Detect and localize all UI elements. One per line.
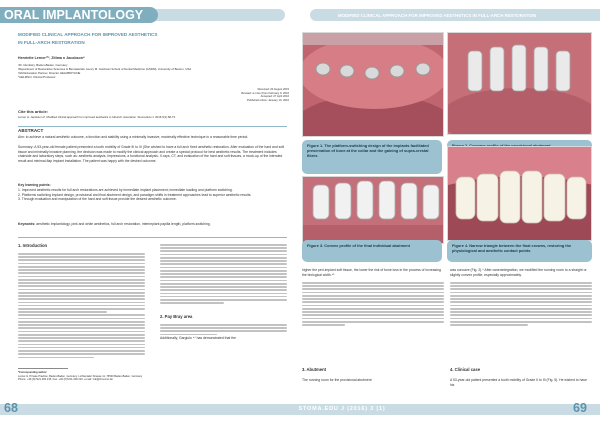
intro-body-lines [18,253,145,358]
clinical-case-first-lines: A 53-year-old patient presented a tooth mobility of Grade II to III (Fig. 5). He wished to have his [450,378,588,387]
section-heading-introduction: 1. Introduction [18,243,48,248]
correspondence-rule [18,368,68,369]
abstract-summary: Summary: A 53-year-old female patient presented a tooth mobility of Grade III to III (She wished to have a full arch fixed aesthetic restoration. After evaluation of the hard and soft tissue and minimally invasive planning, the decision was made to modify the clinical approach and create a special protocol for best aesthetic results. The treatment includes chairside and laboratory steps, such as: aesthetic analysis, impressions, a functional analysis, X-rays, CT, and evaluation of the hard and soft tissues, a mock-up of the intended result and minimal-flap implant installation. The patient was happy with the desired outcome. [18,145,285,163]
key-points-heading: Key learning points: [18,183,51,187]
figure-1-photo [302,32,444,137]
footer-journal-citation: STOMA.EDU J (2016) 3 (1) [298,406,386,412]
col4-body-lines [450,282,592,326]
cite-text: Lerner H, Jacobson Z. Modified clinical approach for improved aesthetics in full-arch restoration. Stoma Edu J. 2016;3(1):68-74. [18,115,176,119]
section-heading-clinical-case: 4. Clinical case [450,367,481,372]
section-heading-abutment: 3. Abutment [302,367,327,372]
affiliation-list: ¹Dr. Dentistry, Baden-Baden, Germany ²Department of Restorative Sciences & Biomaterials, Henry M. Goldman School of Dental Medicine (GSDM), University of Boston, USA ³GM Education Partner, Director HELMBOTLINE ⁴HELMSO, Clinical Professor [18,63,192,80]
right-running-title: MODIFIED CLINICAL APPROACH FOR IMPROVED AESTHETICS IN FULL-ARCH RESTORATION [338,13,537,18]
left-page-number: 68 [4,401,18,415]
abstract-rule [18,126,287,127]
col2-last-line: Additionally, Gargiulo ⁴⁴ has demonstrated that the [160,336,236,340]
abstract-bottom-rule [18,237,287,238]
figure-4-photo [447,146,592,241]
col3-body-lines [302,282,444,326]
figure-3-caption: Figure 3. Convex profile of the final individual abutment [302,240,442,262]
key-points-list: 1. Improved aesthetic results for full arch restorations are achieved by immediate implant placement; immediate loading and platform switching. 2. Platforms switching implant design, provisional and final abutment design, and paradigm shifts in treatment approaches lead to superior aesthetic results. 3. Through evaluation and manipulation of the hard and soft tissue provide the desired aesthetic outcome. [18,188,252,201]
figure-2-photo [447,32,592,135]
section-heading-pay-bray: 2. Pay Bray area [160,314,193,319]
col2-body-lines [160,244,287,304]
figure-4-crowns-illustration [448,147,592,241]
author-list: Henriette Lerner¹²³, Zitima n Jacobson⁴ [18,56,85,60]
article-title: MODIFIED CLINICAL APPROACH FOR IMPROVED AESTHETICS IN FULL-ARCH RESTORATION [18,32,158,45]
correspondence-block: *Corresponding author: Lerner H, Private Practice, Baden-Baden, Germany; Lichtentaler Strasse 11, 76530 Baden-Baden, Germany Phone: +49 (0)7221-300 215, Fax: +49 (0)7221-300 216, e-mail: info@dr-lerner.de [18,371,143,381]
left-running-title: ORAL IMPLANTOLOGY [4,8,144,22]
abstract-aim: Aim: to achieve a natural aesthetic outcome, a function and stability using a minimally invasive, maximally effective technique in a reasonable time period. [18,135,249,139]
abstract-heading: ABSTRACT [18,128,44,133]
col3-first-lines: higher the peri-implant soft tissue, the lower the risk of bone loss in the process of increasing the biological width.⁴⁵ [302,268,441,277]
figure-3-final-abutment-illustration [303,177,444,244]
figure-3-photo [302,176,444,244]
right-page-number: 69 [573,401,587,415]
figure-1-gingiva-implants-illustration [303,33,444,137]
col2-section2-lines [160,324,287,335]
cite-label: Cite this article: [18,109,49,114]
article-dates: Received: 20 August 2015 Revised: a more (from February 9, 2016 Accepted: 27 April 2016 Published online: January 10, 2016 [241,88,289,103]
keywords: Keywords: aesthetic implantology, pink and white aesthetics, full arch restoration, interimplant papilla length, platform-switching. [18,222,211,226]
figure-2-abutment-illustration [448,33,592,135]
figure-1-caption: Figure 1. The platform-switching design of the implants facilitated preservation of bone at the collar and the gaining of supra-crestal fibres [302,140,442,174]
col4-first-lines: was concave (Fig. 2).⁹ After osseointegration, we modified the running room to a straight or slightly convex profile, especially approximately. [450,268,587,277]
left-footer-bar [0,404,300,415]
abutment-first-line: The running room for the provisional abutment [302,378,372,382]
figure-4-caption: Figure 4. Narrow triangle between the final crowns, restoring the physiological and aesthetic contact points [447,240,592,262]
